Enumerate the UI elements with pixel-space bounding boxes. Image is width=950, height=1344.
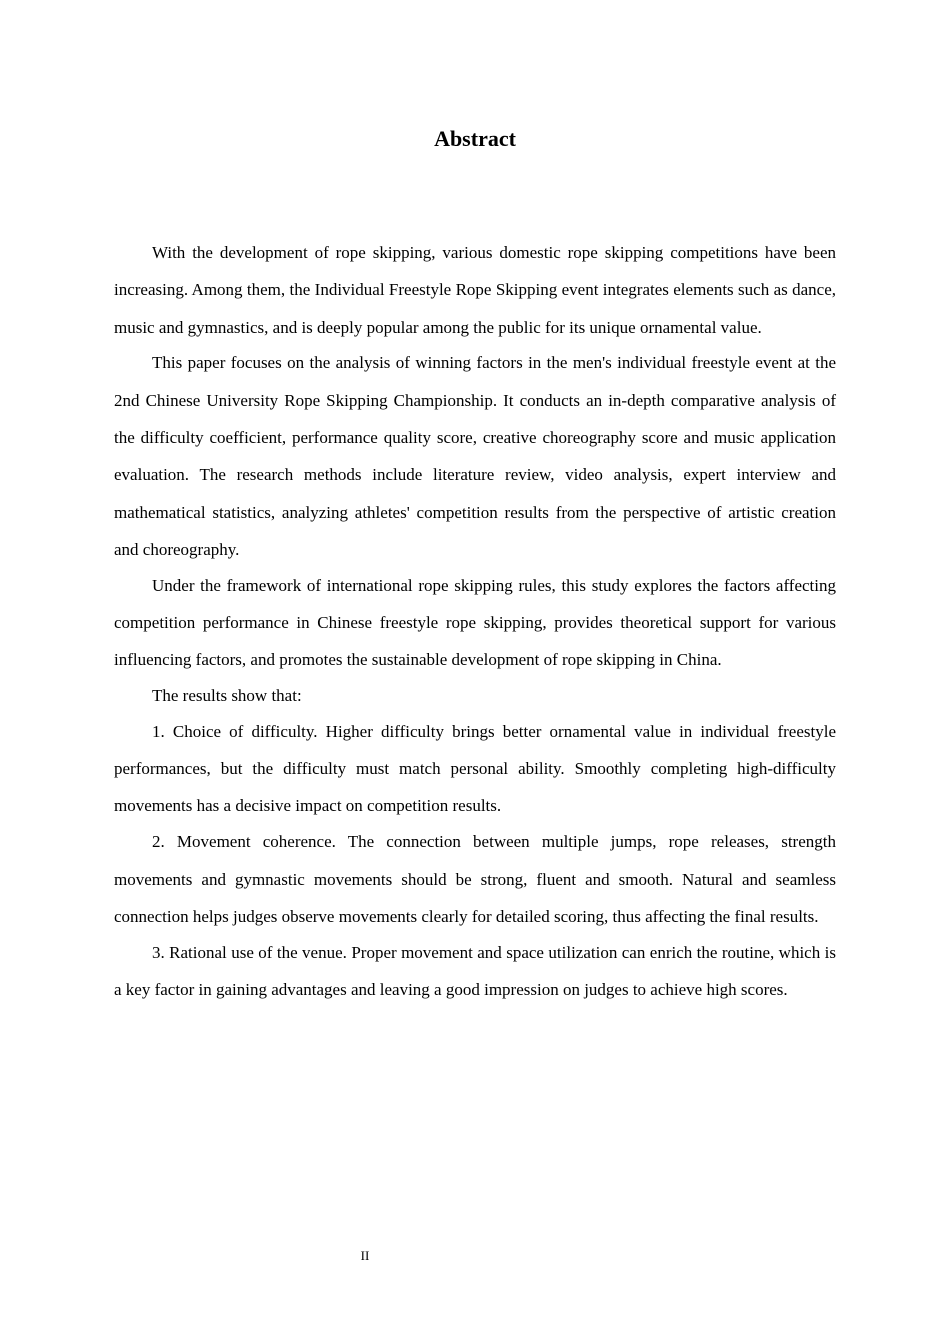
paragraph-intro: With the development of rope skipping, various domestic rope skipping competitions have been increasing. Among them, the Individual Freestyle Rope Skipping event integrates elements such as dance, music and gymnastics, and is deeply popular among the public for its unique ornamental value. bbox=[114, 243, 836, 337]
paragraph-result-2: 2. Movement coherence. The connection between multiple jumps, rope releases, strength movements and gymnastic movements should be strong, fluent and smooth. Natural and seamless connection helps judges observe movements clearly for detailed scoring, thus affecting the final results. bbox=[114, 832, 836, 926]
page-number: II bbox=[360, 1248, 370, 1263]
abstract-body bbox=[114, 234, 836, 1007]
paragraph-results-intro: The results show that: bbox=[152, 686, 302, 706]
paragraph-result-1: 1. Choice of difficulty. Higher difficulty brings better ornamental value in individual freestyle performances, but the difficulty must match personal ability. Smoothly completing high-difficulty movements has a decisive impact on competition results. bbox=[114, 721, 836, 816]
paragraph-framework: Under the framework of international rope skipping rules, this study explores the factors affecting competition performance in Chinese freestyle rope skipping, provides theoretical support for various influencing factors, and promotes the sustainable development of rope skipping in China. bbox=[114, 575, 836, 670]
paragraph-result-3: 3. Rational use of the venue. Proper movement and space utilization can enrich the routine, which is a key factor in gaining advantages and leaving a good impression on judges to achieve high scores. bbox=[114, 942, 836, 999]
abstract-title: Abstract bbox=[434, 126, 516, 151]
paragraph-focus: This paper focuses on the analysis of winning factors in the men's individual freestyle event at the 2nd Chinese University Rope Skipping Championship. It conducts an in-depth comparative analysis of the difficulty coefficient, performance quality score, creative choreography score and music application evaluation. The research methods include literature review, video analysis, expert interview and mathematical statistics, analyzing athletes' competition results from the perspective of artistic creation and choreography. bbox=[114, 353, 836, 559]
